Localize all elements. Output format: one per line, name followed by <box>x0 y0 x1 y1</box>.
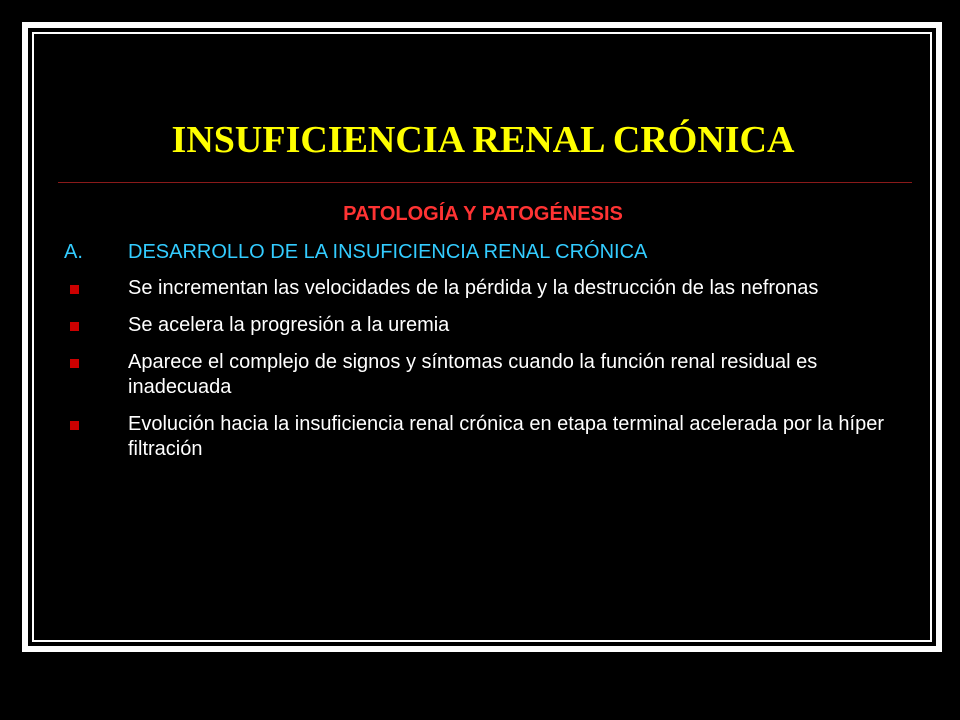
title-divider <box>58 182 912 183</box>
bullet-item <box>64 350 914 400</box>
slide-title: INSUFICIENCIA RENAL CRÓNICA <box>171 119 795 161</box>
section-heading-text: DESARROLLO DE LA INSUFICIENCIA RENAL CRÓNICA <box>128 241 648 263</box>
square-bullet-icon <box>70 359 79 368</box>
bullet-item <box>64 276 914 301</box>
square-bullet-icon <box>70 421 79 430</box>
square-bullet-icon <box>70 285 79 294</box>
bullet-item <box>64 313 914 338</box>
section-marker: A. <box>64 241 83 263</box>
bullet-list <box>64 276 914 474</box>
bullet-text: Evolución hacia la insuficiencia renal crónica en etapa terminal acelerada por la híper filtración <box>128 413 884 460</box>
bullet-item <box>64 412 914 462</box>
square-bullet-icon <box>70 322 79 331</box>
bullet-text: Aparece el complejo de signos y síntomas cuando la función renal residual es inadecuada <box>128 351 818 398</box>
slide-subtitle: PATOLOGÍA Y PATOGÉNESIS <box>343 203 623 225</box>
bullet-text: Se acelera la progresión a la uremia <box>128 314 450 336</box>
bullet-text: Se incrementan las velocidades de la pérdida y la destrucción de las nefronas <box>128 277 819 299</box>
